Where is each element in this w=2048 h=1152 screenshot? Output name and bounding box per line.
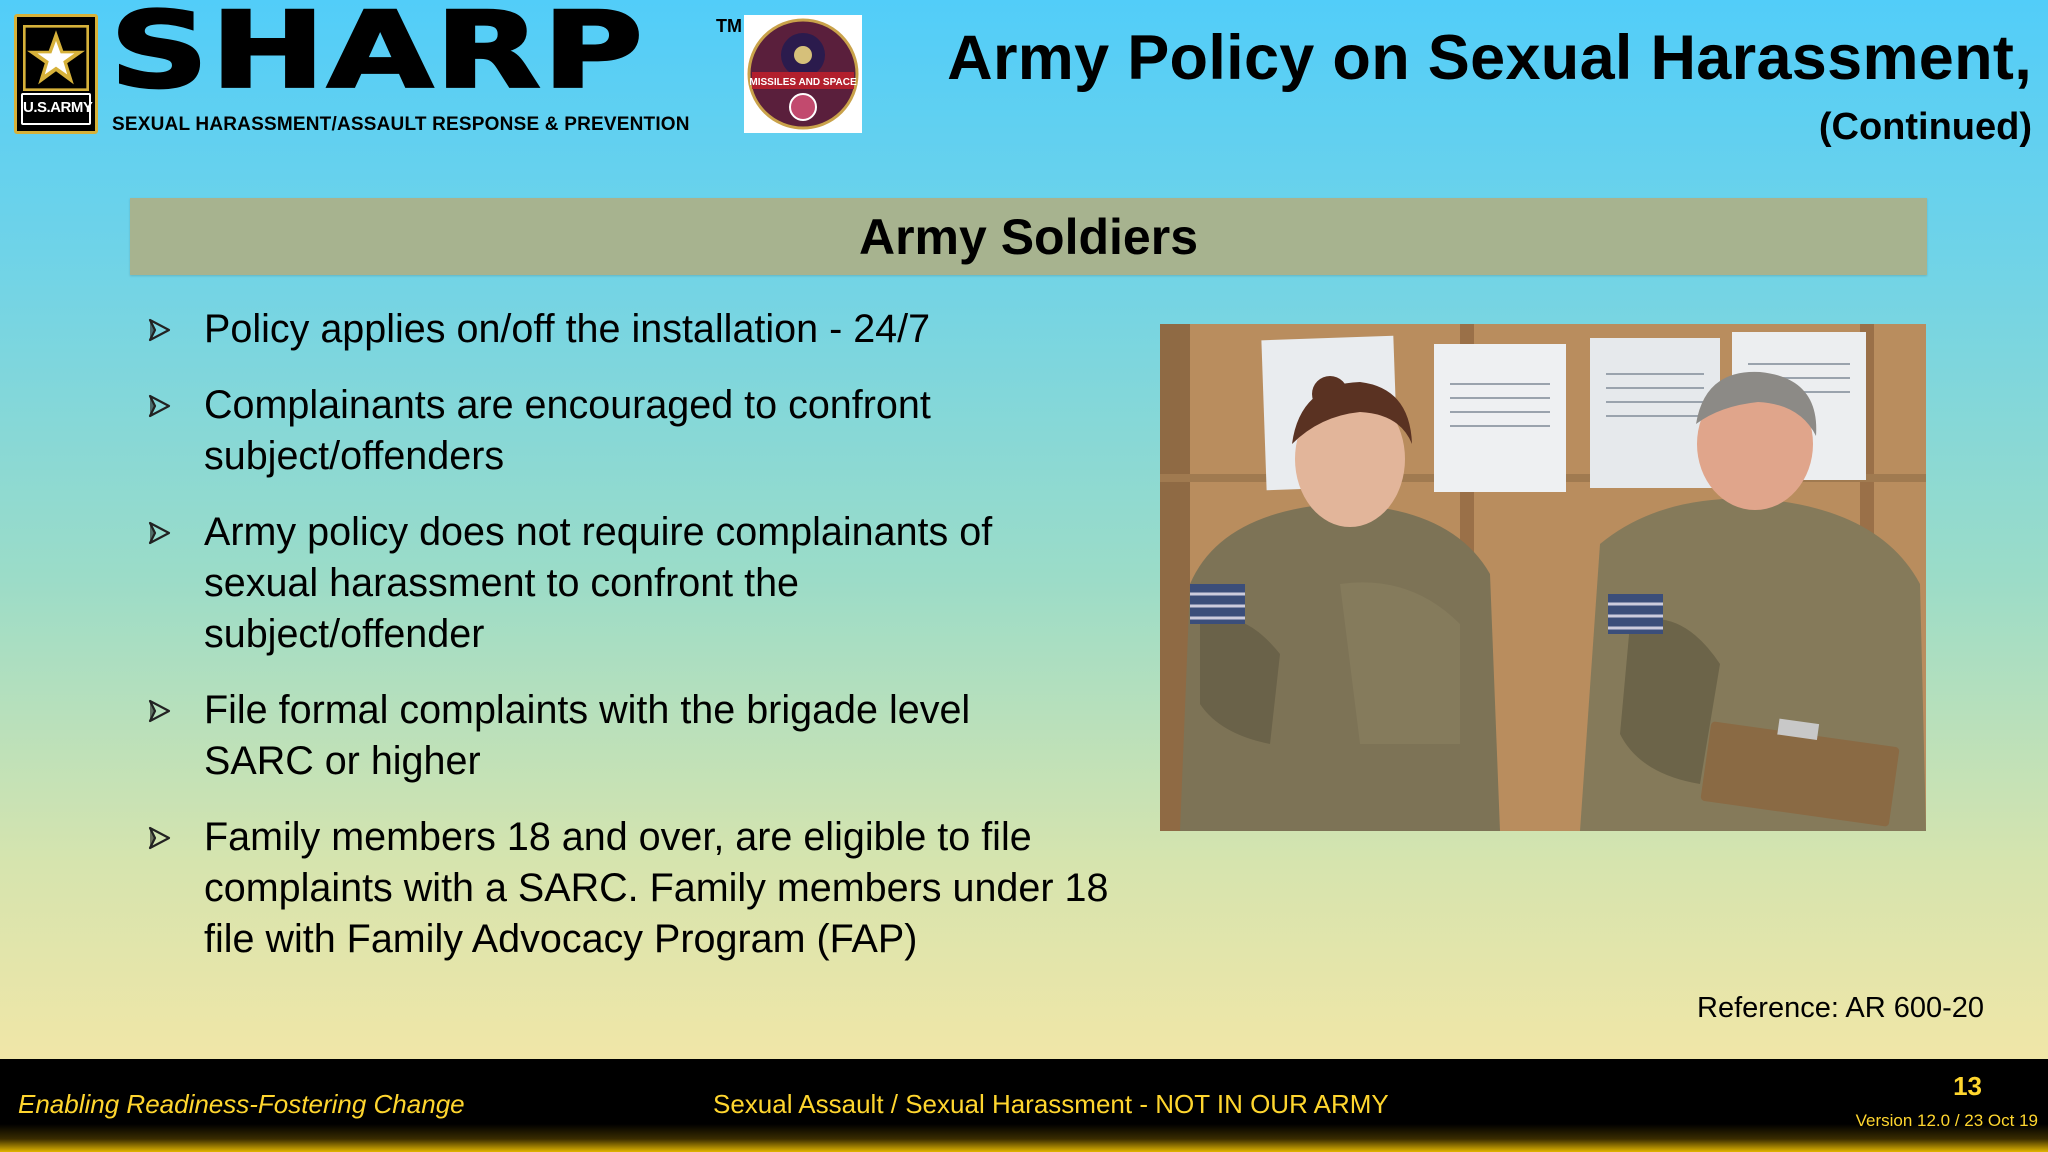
arrow-bullet-icon [146,520,172,546]
bullet-text: Army policy does not require complainants of sexual harassment to confront the subject/offender [204,510,993,656]
version-label: Version 12.0 / 23 Oct 19 [1855,1111,2038,1130]
reference-note: Reference: AR 600-20 [1697,992,1984,1024]
bullet-text: Family members 18 and over, are eligible to file complaints with a SARC. Family members under 18 file with Family Advocacy Program (FAP) [204,815,1109,961]
section-heading: Army Soldiers [858,208,1198,265]
bullet-text: File formal complaints with the brigade level SARC or higher [204,688,971,783]
arrow-bullet-icon [146,698,172,724]
two-soldiers-photo [1160,324,1926,831]
bullet-text: Policy applies on/off the installation - 24/7 [204,307,931,351]
arrow-bullet-icon [146,825,172,851]
us-army-label: U.S.ARMY [21,93,91,125]
sharp-logo [110,0,742,136]
bullet-item [146,380,1136,482]
missiles-and-space-emblem [744,15,862,133]
bullet-item [146,304,1136,355]
policy-bullet-list [146,304,1136,990]
bullet-item [146,685,1136,787]
bullet-item [146,812,1136,965]
footer-tagline: Enabling Readiness-Fostering Change [18,1089,465,1119]
army-star-icon [23,25,89,91]
bullet-item [146,507,1136,660]
trademark-mark: TM [716,16,742,36]
unit-emblem-text: MISSILES AND SPACE [749,77,857,88]
bullet-text: Complainants are encouraged to confront subject/offenders [204,383,931,478]
page-subtitle: (Continued) [1818,106,2032,148]
page-number: 13 [1953,1071,1982,1101]
sharp-tagline: SEXUAL HARASSMENT/ASSAULT RESPONSE & PREVENTION [112,114,690,135]
arrow-bullet-icon [146,393,172,419]
unit-emblem-icon [744,15,862,133]
section-banner [130,198,1927,275]
page-title: Army Policy on Sexual Harassment, [947,23,2032,93]
footer-slogan: Sexual Assault / Sexual Harassment - NOT IN OUR ARMY [713,1089,1389,1119]
footer-bar [0,1059,2048,1152]
us-army-logo [14,14,98,134]
arrow-bullet-icon [146,317,172,343]
sharp-wordmark: SHARP [110,0,646,112]
